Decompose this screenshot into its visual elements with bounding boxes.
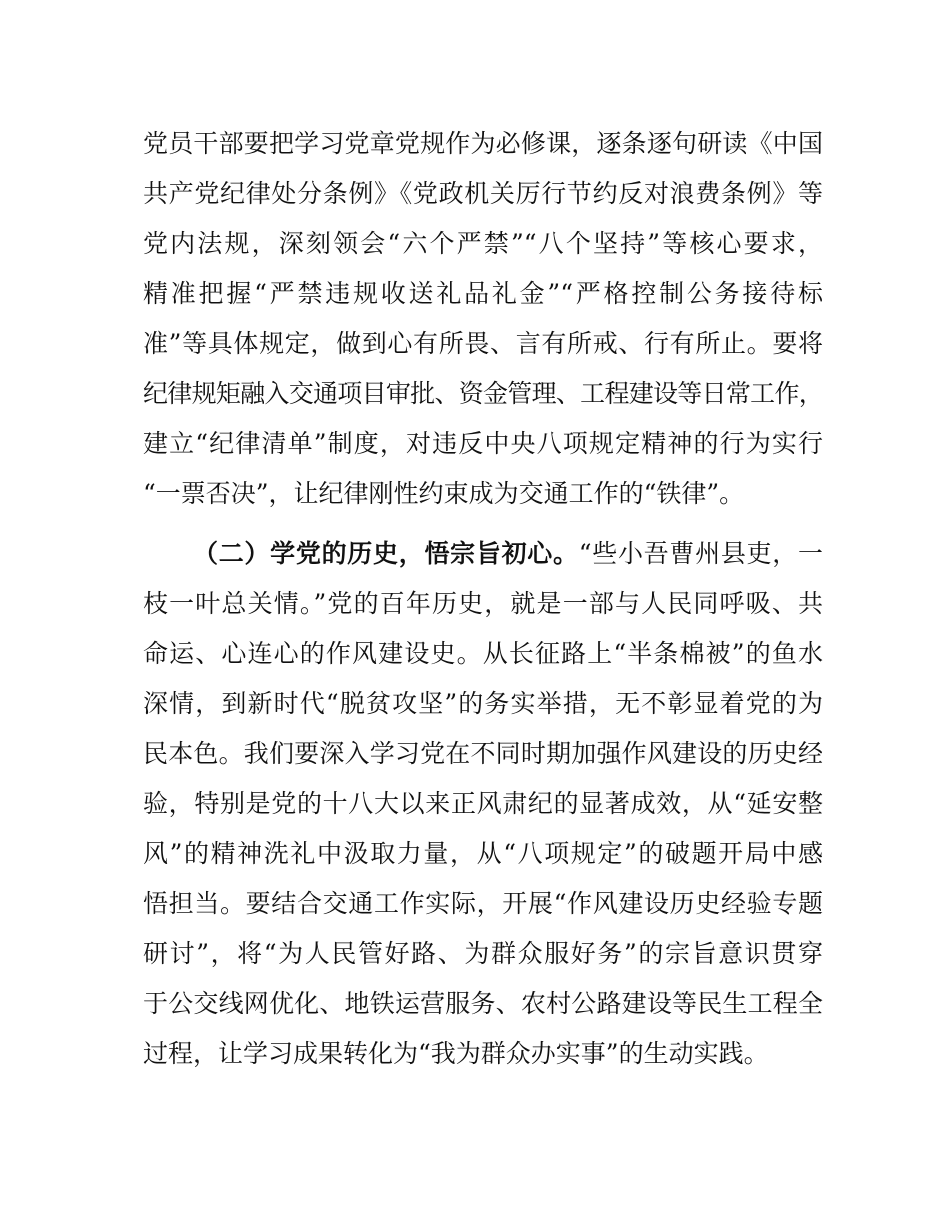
paragraph-1-line-5: 准”等具体规定，做到心有所畏、言有所戒、行有所止。要将	[143, 329, 823, 358]
paragraph-2-line-10: 于公交线网优化、地铁运营服务、农村公路建设等民生工程全	[143, 989, 823, 1018]
section-heading-continuation: “些小吾曹州县吏，一	[578, 539, 823, 568]
section-heading: （二）学党的历史，悟宗旨初心。	[193, 539, 579, 568]
paragraph-1-line-6: 纪律规矩融入交通项目审批、资金管理、工程建设等日常工作，	[143, 379, 823, 408]
paragraph-2-line-7: 风”的精神洗礼中汲取力量，从“八项规定”的破题开局中感	[143, 839, 823, 868]
paragraph-1-line-7: 建立“纪律清单”制度，对违反中央八项规定精神的行为实行	[143, 429, 823, 458]
paragraph-2-line-3: 命运、心连心的作风建设史。从长征路上“半条棉被”的鱼水	[143, 639, 823, 668]
paragraph-2-line-9: 研讨”，将“为人民管好路、为群众服好务”的宗旨意识贯穿	[143, 939, 823, 968]
paragraph-2-line-4: 深情，到新时代“脱贫攻坚”的务实举措，无不彰显着党的为	[143, 689, 823, 718]
paragraph-2-line-6: 验，特别是党的十八大以来正风肃纪的显著成效，从“延安整	[143, 789, 823, 818]
paragraph-2-line-8: 悟担当。要结合交通工作实际，开展“作风建设历史经验专题	[143, 889, 823, 918]
paragraph-1-line-4: 精准把握“严禁违规收送礼品礼金”“严格控制公务接待标	[143, 279, 823, 308]
paragraph-2-line-11: 过程，让学习成果转化为“我为群众办实事”的生动实践。	[143, 1039, 769, 1068]
paragraph-1-line-8: “一票否决”，让纪律刚性约束成为交通工作的“铁律”。	[143, 479, 745, 508]
paragraph-2-line-1	[193, 534, 823, 574]
paragraph-1-line-2: 共产党纪律处分条例》《党政机关厉行节约反对浪费条例》等	[143, 179, 823, 208]
paragraph-1-line-1: 党员干部要把学习党章党规作为必修课，逐条逐句研读《中国	[143, 129, 823, 158]
paragraph-1-line-3: 党内法规，深刻领会“六个严禁”“八个坚持”等核心要求，	[143, 229, 823, 258]
paragraph-2-line-5: 民本色。我们要深入学习党在不同时期加强作风建设的历史经	[143, 739, 823, 768]
paragraph-2-line-2: 枝一叶总关情。”党的百年历史，就是一部与人民同呼吸、共	[143, 589, 823, 618]
